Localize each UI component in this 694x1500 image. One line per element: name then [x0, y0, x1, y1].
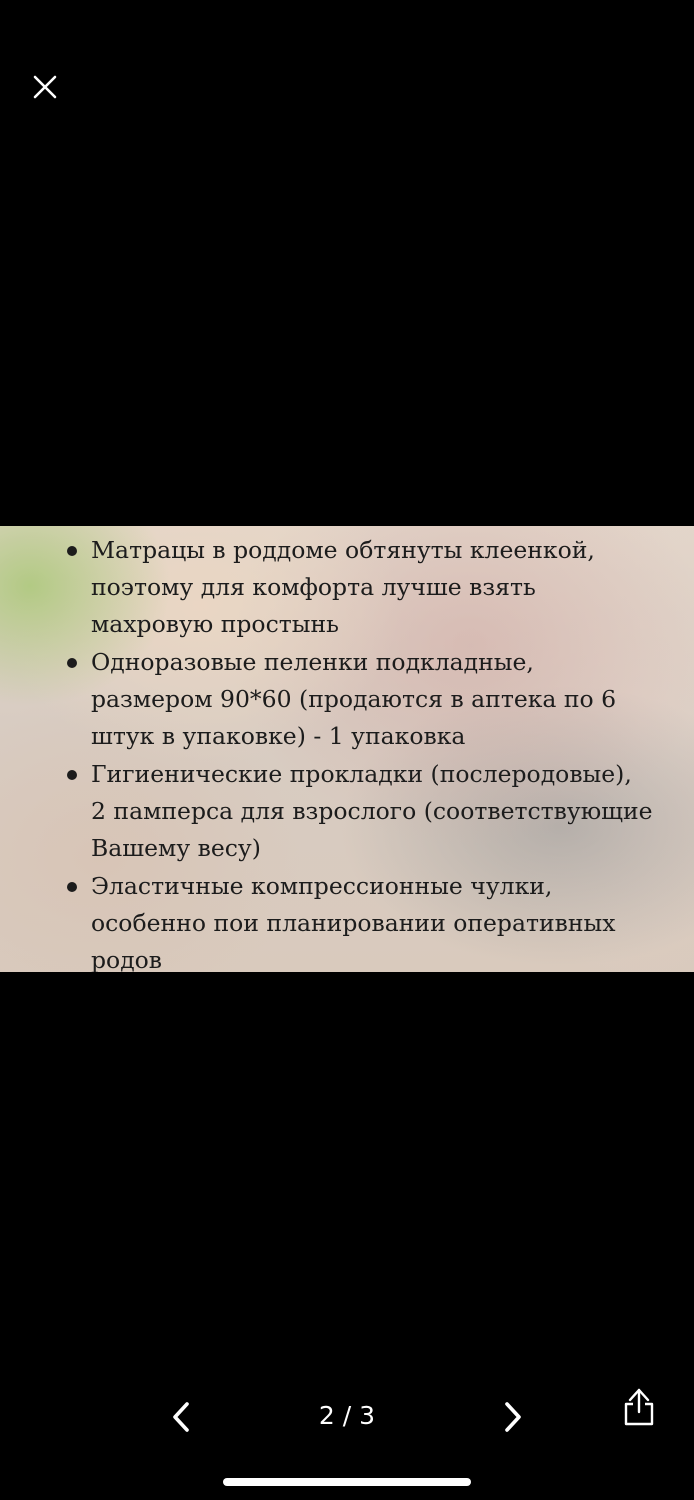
list-item-line: 2 памперса для взрослого (соответствующие — [91, 797, 653, 825]
list-item-line: размером 90*60 (продаются в аптека по 6 — [91, 685, 617, 713]
list-item-line: Вашему весу) — [91, 834, 261, 862]
bullet-icon — [67, 882, 77, 892]
photo — [0, 526, 694, 972]
page-counter: 2 / 3 — [318, 1401, 376, 1430]
photo-text — [0, 526, 694, 972]
list-item-line: Матрацы в роддоме обтянуты клеенкой, — [91, 536, 595, 564]
next-button[interactable] — [490, 1392, 536, 1442]
close-button[interactable] — [20, 62, 70, 112]
previous-button[interactable] — [158, 1392, 204, 1442]
list-item-line: махровую простынь — [91, 610, 339, 638]
list-item-line: Гигиенические прокладки (послеродовые), — [91, 760, 632, 788]
list-item — [60, 644, 680, 755]
bullet-icon — [67, 546, 77, 556]
list-item — [60, 868, 680, 972]
list-item-line: штук в упаковке) - 1 упаковка — [91, 722, 466, 750]
list-item-line: особенно пои планировании оперативных — [91, 909, 616, 937]
list-item-line: поэтому для комфорта лучше взять — [91, 573, 536, 601]
close-icon — [20, 62, 70, 112]
share-button[interactable] — [616, 1384, 662, 1430]
list-item-line: родов — [91, 946, 163, 972]
list-item-line: Эластичные компрессионные чулки, — [91, 872, 553, 900]
list-item — [60, 532, 680, 643]
list-item — [60, 756, 680, 867]
home-indicator — [223, 1478, 471, 1486]
share-icon — [616, 1384, 662, 1430]
bullet-icon — [67, 658, 77, 668]
chevron-right-icon — [490, 1392, 536, 1442]
list-item-line: Одноразовые пеленки подкладные, — [91, 648, 534, 676]
bullet-icon — [67, 770, 77, 780]
chevron-left-icon — [158, 1392, 204, 1442]
